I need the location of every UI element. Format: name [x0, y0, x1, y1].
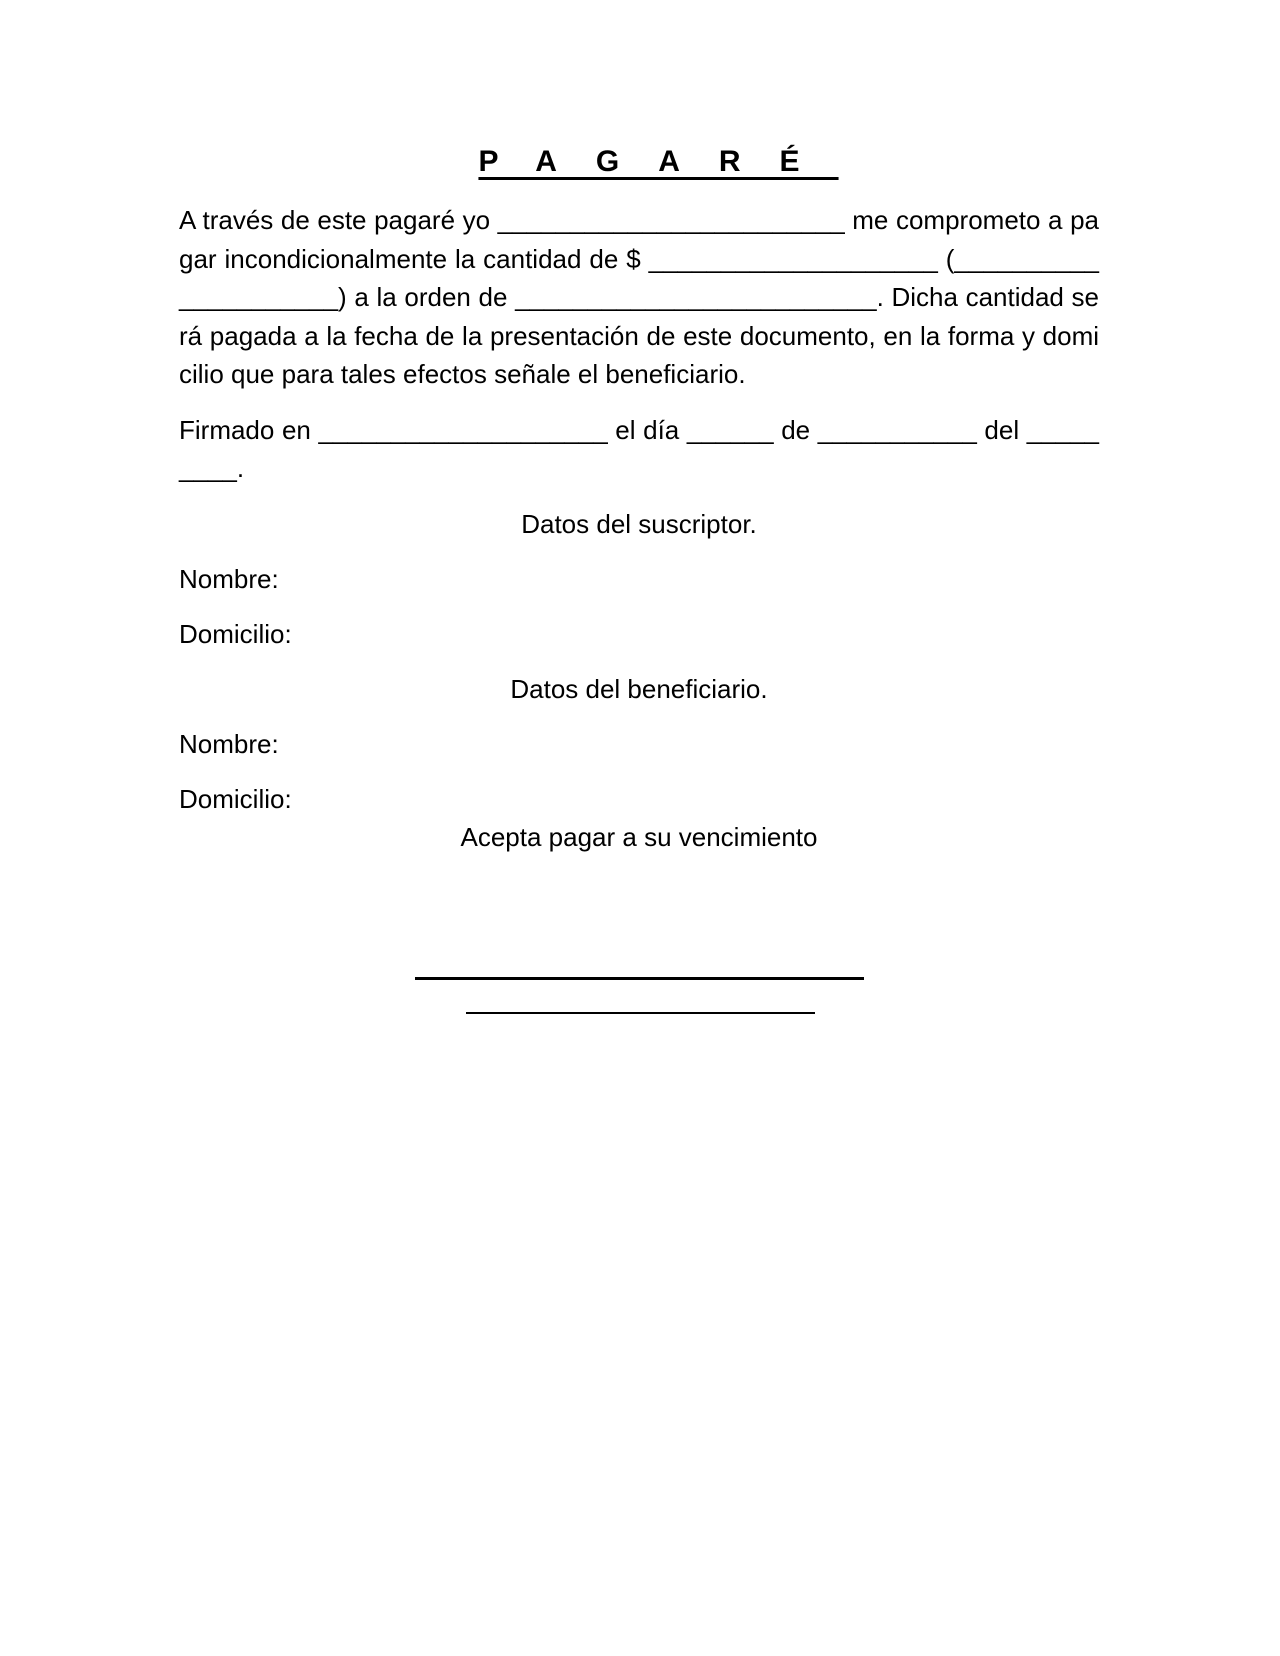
- suscriptor-domicilio-label: Domicilio:: [179, 618, 292, 649]
- acceptance-text: Acepta pagar a su vencimiento: [460, 821, 818, 852]
- document-title: [179, 145, 1099, 189]
- suscriptor-nombre-label: Nombre:: [179, 563, 279, 594]
- title-text: PAGARÉ: [478, 145, 839, 178]
- beneficiario-domicilio-label: Domicilio:: [179, 783, 292, 814]
- beneficiario-heading: Datos del beneficiario.: [510, 673, 768, 704]
- suscriptor-heading: Datos del suscriptor.: [521, 508, 757, 539]
- document-content: [179, 145, 1099, 856]
- beneficiario-nombre-label: Nombre:: [179, 728, 279, 759]
- signature-name-line: [466, 1012, 815, 1014]
- promise-paragraph: A través de este pagaré yo ________________________ me comprometo a pagar incondicionalmente la cantidad de $ ____________________ (_____________________) a la orden de _________________________. Dicha cantidad será pagada a la fecha de la presentación de este documento, en la forma y domicilio que para tales efectos señale el beneficiario.: [179, 205, 1099, 389]
- signed-place-date-paragraph: Firmado en ____________________ el día ______ de ___________ del _________.: [179, 414, 1099, 483]
- signature-line: [415, 977, 864, 980]
